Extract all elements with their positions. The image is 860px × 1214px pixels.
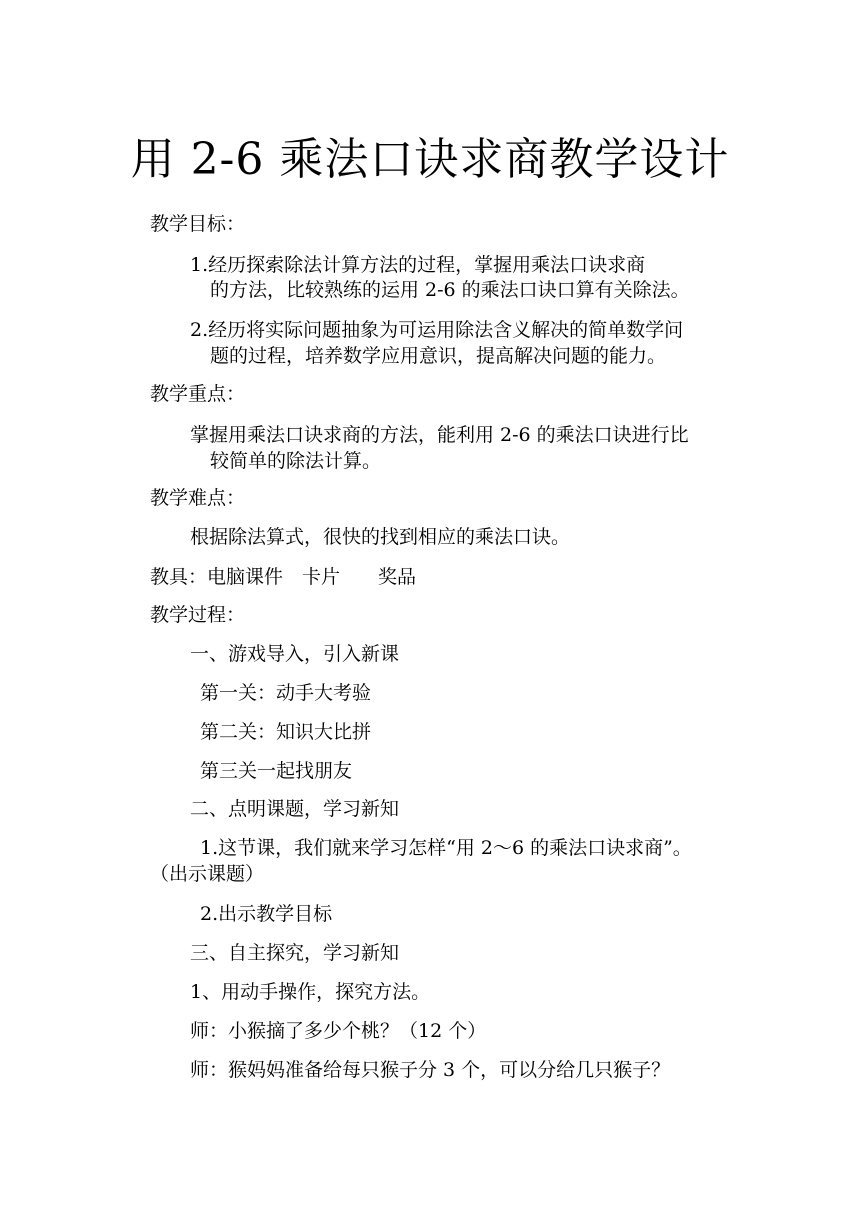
step-2-2: 2.出示教学目标 (200, 903, 333, 925)
heading-process: 教学过程： (150, 604, 246, 626)
step-2-1-line-1: 1.这节课，我们就来学习怎样“用 2～6 的乘法口诀求商”。 (200, 837, 692, 859)
document-title: 用 2-6 乘法口诀求商教学设计 (130, 134, 730, 185)
objective-2-line-1: 2.经历将实际问题抽象为可运用除法含义解决的简单数学问 (190, 319, 684, 341)
section-2-heading: 二、点明课题，学习新知 (190, 798, 400, 820)
heading-key-points: 教学重点： (150, 383, 246, 405)
key-point-line-1: 掌握用乘法口诀求商的方法，能利用 2-6 的乘法口诀进行比 (190, 424, 689, 446)
teaching-aids: 教具：电脑课件 卡片 奖品 (150, 566, 417, 588)
step-2-1-line-2: （出示课题） (150, 863, 265, 885)
objective-2-line-2: 题的过程，培养数学应用意识，提高解决问题的能力。 (210, 345, 667, 367)
objective-1-line-2: 的方法，比较熟练的运用 2-6 的乘法口诀口算有关除法。 (210, 279, 690, 301)
heading-difficulties: 教学难点： (150, 487, 246, 509)
key-point-line-2: 较简单的除法计算。 (210, 450, 382, 472)
difficulty-text: 根据除法算式，很快的找到相应的乘法口诀。 (190, 526, 571, 548)
level-2: 第二关：知识大比拼 (200, 721, 372, 743)
level-3: 第三关一起找朋友 (200, 760, 353, 782)
heading-objectives: 教学目标： (150, 213, 246, 235)
section-3-heading: 三、自主探究，学习新知 (190, 942, 400, 964)
dialogue-2: 师：猴妈妈准备给每只猴子分 3 个，可以分给几只猴子？ (190, 1059, 671, 1081)
level-1: 第一关：动手大考验 (200, 682, 372, 704)
section-1-heading: 一、游戏导入，引入新课 (190, 643, 400, 665)
objective-1-line-1: 1.经历探索除法计算方法的过程，掌握用乘法口诀求商 (190, 254, 646, 276)
step-3-1: 1、用动手操作，探究方法。 (190, 981, 431, 1003)
dialogue-1: 师：小猴摘了多少个桃？（12 个） (190, 1020, 487, 1042)
